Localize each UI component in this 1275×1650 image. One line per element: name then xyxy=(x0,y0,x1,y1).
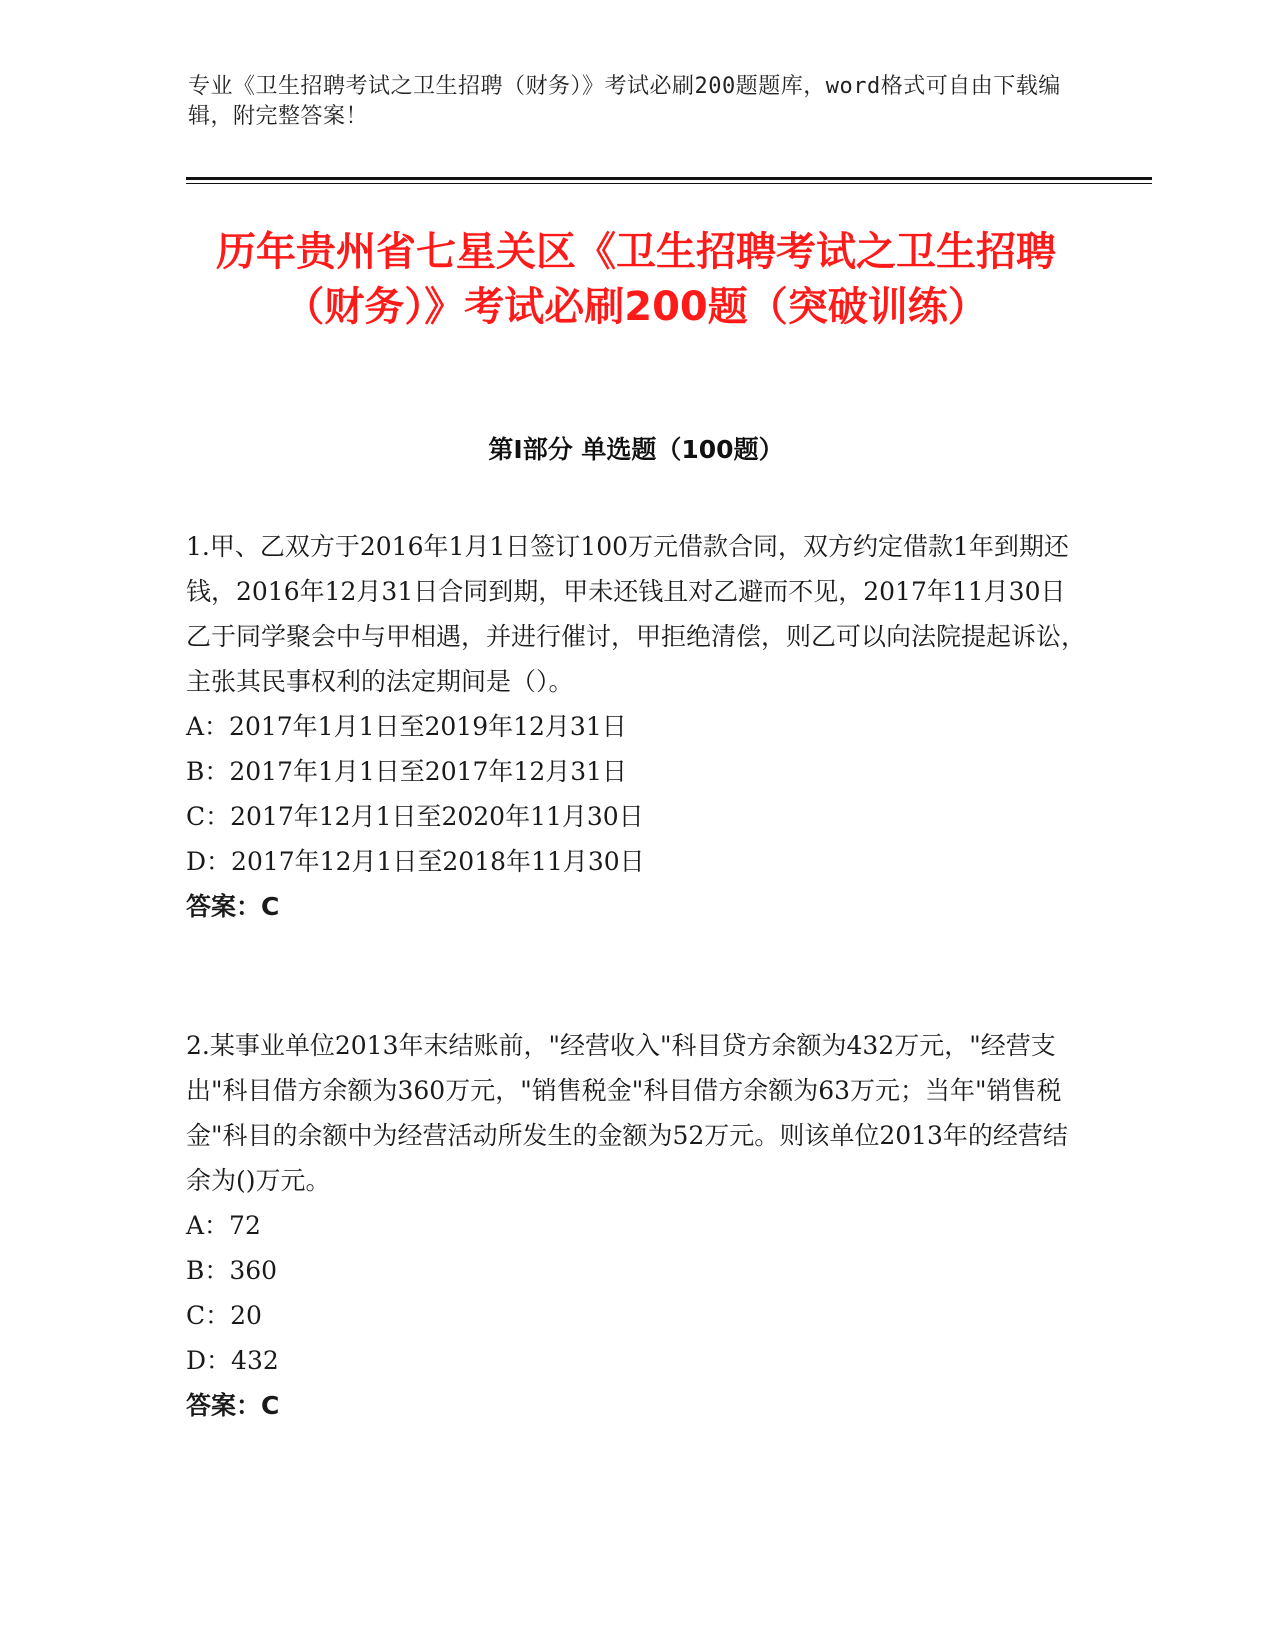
question-stem: 2.某事业单位2013年末结账前，"经营收入"科目贷方余额为432万元，"经营支出"科目借方余额为360万元，"销售税金"科目借方余额为63万元；当年"销售税金"科目的余额中为经营活动所发生的金额为52万元。则该单位2013年的经营结余为()万元。 xyxy=(186,1031,1068,1195)
header-divider-thick xyxy=(186,177,1152,180)
option-c: C：2017年12月1日至2020年11月30日 xyxy=(186,802,644,831)
section-heading: 第Ⅰ部分 单选题（100题） xyxy=(488,435,784,464)
option-c: C：20 xyxy=(186,1301,262,1330)
option-a: A：72 xyxy=(186,1211,261,1240)
answer-line: 答案：C xyxy=(186,1391,280,1420)
document-title: 历年贵州省七星关区《卫生招聘考试之卫生招聘（财务）》考试必刷200题（突破训练） xyxy=(216,229,1056,330)
question-stem: 1.甲、乙双方于2016年1月1日签订100万元借款合同，双方约定借款1年到期还钱，2016年12月31日合同到期，甲未还钱且对乙避而不见，2017年11月30日乙于同学聚会中与甲相遇，并进行催讨，甲拒绝清偿，则乙可以向法院提起诉讼，主张其民事权利的法定期间是（）。 xyxy=(186,532,1087,696)
answer-line: 答案：C xyxy=(186,892,280,921)
header-note: 专业《卫生招聘考试之卫生招聘（财务）》考试必刷200题题库，word格式可自由下载编辑，附完整答案！ xyxy=(188,74,1061,129)
question-block xyxy=(186,1023,1086,1428)
question-block xyxy=(186,524,1086,929)
option-a: A：2017年1月1日至2019年12月31日 xyxy=(186,712,627,741)
option-b: B：2017年1月1日至2017年12月31日 xyxy=(186,757,628,786)
option-d: D：432 xyxy=(186,1346,279,1375)
option-d: D：2017年12月1日至2018年11月30日 xyxy=(186,847,645,876)
option-b: B：360 xyxy=(186,1256,278,1285)
header-divider-thin xyxy=(186,183,1152,184)
